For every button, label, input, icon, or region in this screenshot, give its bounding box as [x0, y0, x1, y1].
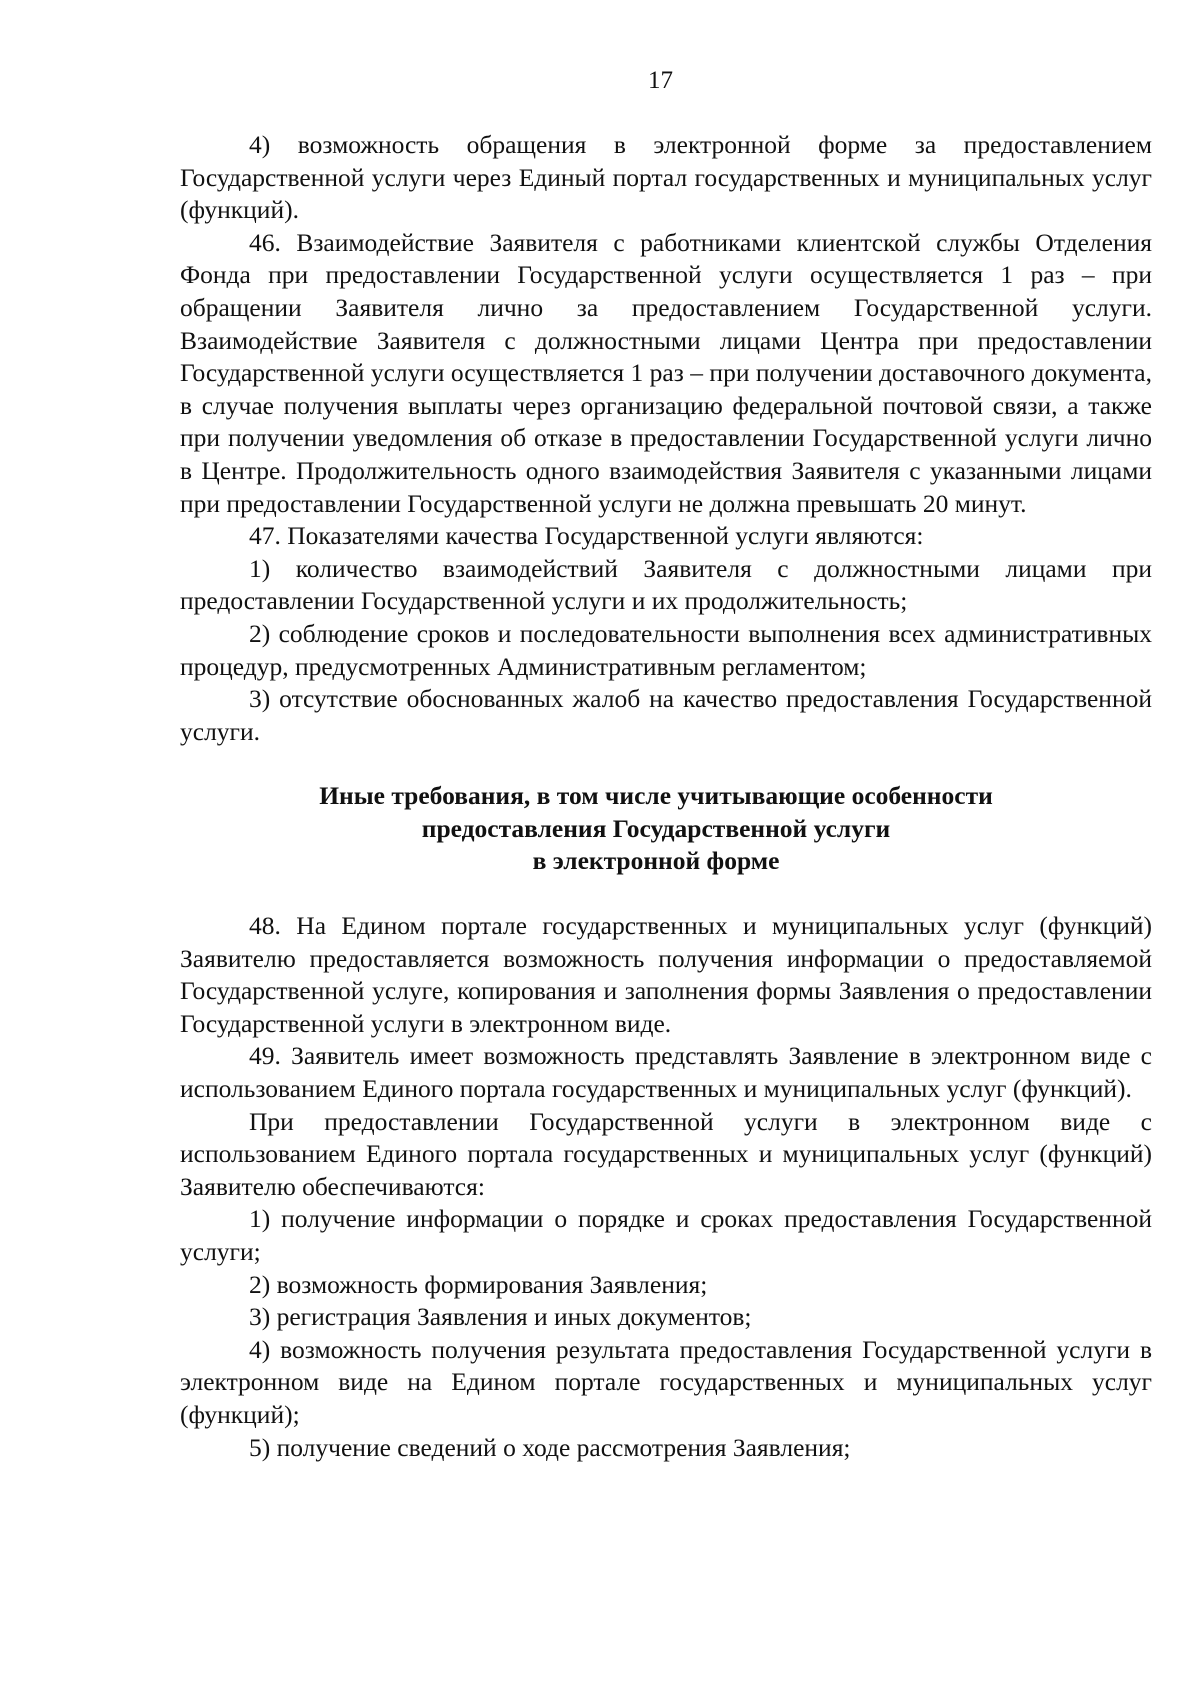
paragraph-47-item-2: 2) соблюдение сроков и последовательности выполнения всех административных процедур, предусмотренных Административным регламентом;	[180, 618, 1152, 681]
paragraph-electronic-item-5: 5) получение сведений о ходе рассмотрения Заявления;	[249, 1432, 851, 1462]
paragraph-46-interaction: 46. Взаимодействие Заявителя с работниками клиентской службы Отделения Фонда при предоставлении Государственной услуги осуществляется 1 раз – при обращении Заявителя лично за предоставлением Государственной услуги. Взаимодействие Заявителя с должностными лицами Центра при предоставлении Государственной услуги осуществляется 1 раз – при получении доставочного документа, в случае получения выплаты через организацию федеральной почтовой связи, а также при получении уведомления об отказе в предоставлении Государственной услуги лично в Центре. Продолжительность одного взаимодействия Заявителя с указанными лицами при предоставлении Государственной услуги не должна превышать 20 минут.	[180, 227, 1152, 518]
paragraph-49-electronic-application: 49. Заявитель имеет возможность представлять Заявление в электронном виде с использованием Единого портала государственных и муниципальных услуг (функций).	[180, 1041, 1152, 1104]
page-number: 17	[648, 67, 673, 94]
paragraph-electronic-item-4: 4) возможность получения результата предоставления Государственной услуги в электронном виде на Едином портале государственных и муниципальных услуг (функций);	[180, 1334, 1152, 1429]
paragraph-47-item-1: 1) количество взаимодействий Заявителя с должностными лицами при предоставлении Государственной услуги и их продолжительность;	[180, 553, 1152, 616]
paragraph-electronic-item-2: 2) возможность формирования Заявления;	[249, 1269, 708, 1299]
paragraph-item-4-electronic-appeal: 4) возможность обращения в электронной форме за предоставлением Государственной услуги через Единый портал государственных и муниципальных услуг (функций).	[180, 130, 1152, 225]
document-body	[180, 129, 1152, 1464]
section-heading-line-2: предоставления Государственной услуги	[421, 813, 891, 843]
section-heading-line-3: в электронной форме	[532, 846, 780, 876]
paragraph-electronic-item-3: 3) регистрация Заявления и иных документов;	[249, 1302, 752, 1332]
paragraph-48-portal-information: 48. На Едином портале государственных и муниципальных услуг (функций) Заявителю предоставляется возможность получения информации о предоставляемой Государственной услуге, копирования и заполнения формы Заявления о предоставлении Государственной услуги в электронном виде.	[180, 911, 1152, 1038]
section-heading	[180, 780, 1152, 878]
paragraph-47-item-3: 3) отсутствие обоснованных жалоб на качество предоставления Государственной услуги.	[180, 684, 1152, 746]
paragraph-electronic-provision-intro: При предоставлении Государственной услуги в электронном виде с использованием Единого портала государственных и муниципальных услуг (функций) Заявителю обеспечиваются:	[180, 1106, 1152, 1201]
document-page	[180, 0, 1152, 1691]
paragraph-47-quality-indicators: 47. Показателями качества Государственной услуги являются:	[249, 521, 924, 551]
section-heading-line-1: Иные требования, в том числе учитывающие особенности	[319, 781, 993, 811]
paragraph-electronic-item-1: 1) получение информации о порядке и сроках предоставления Государственной услуги;	[180, 1204, 1152, 1266]
